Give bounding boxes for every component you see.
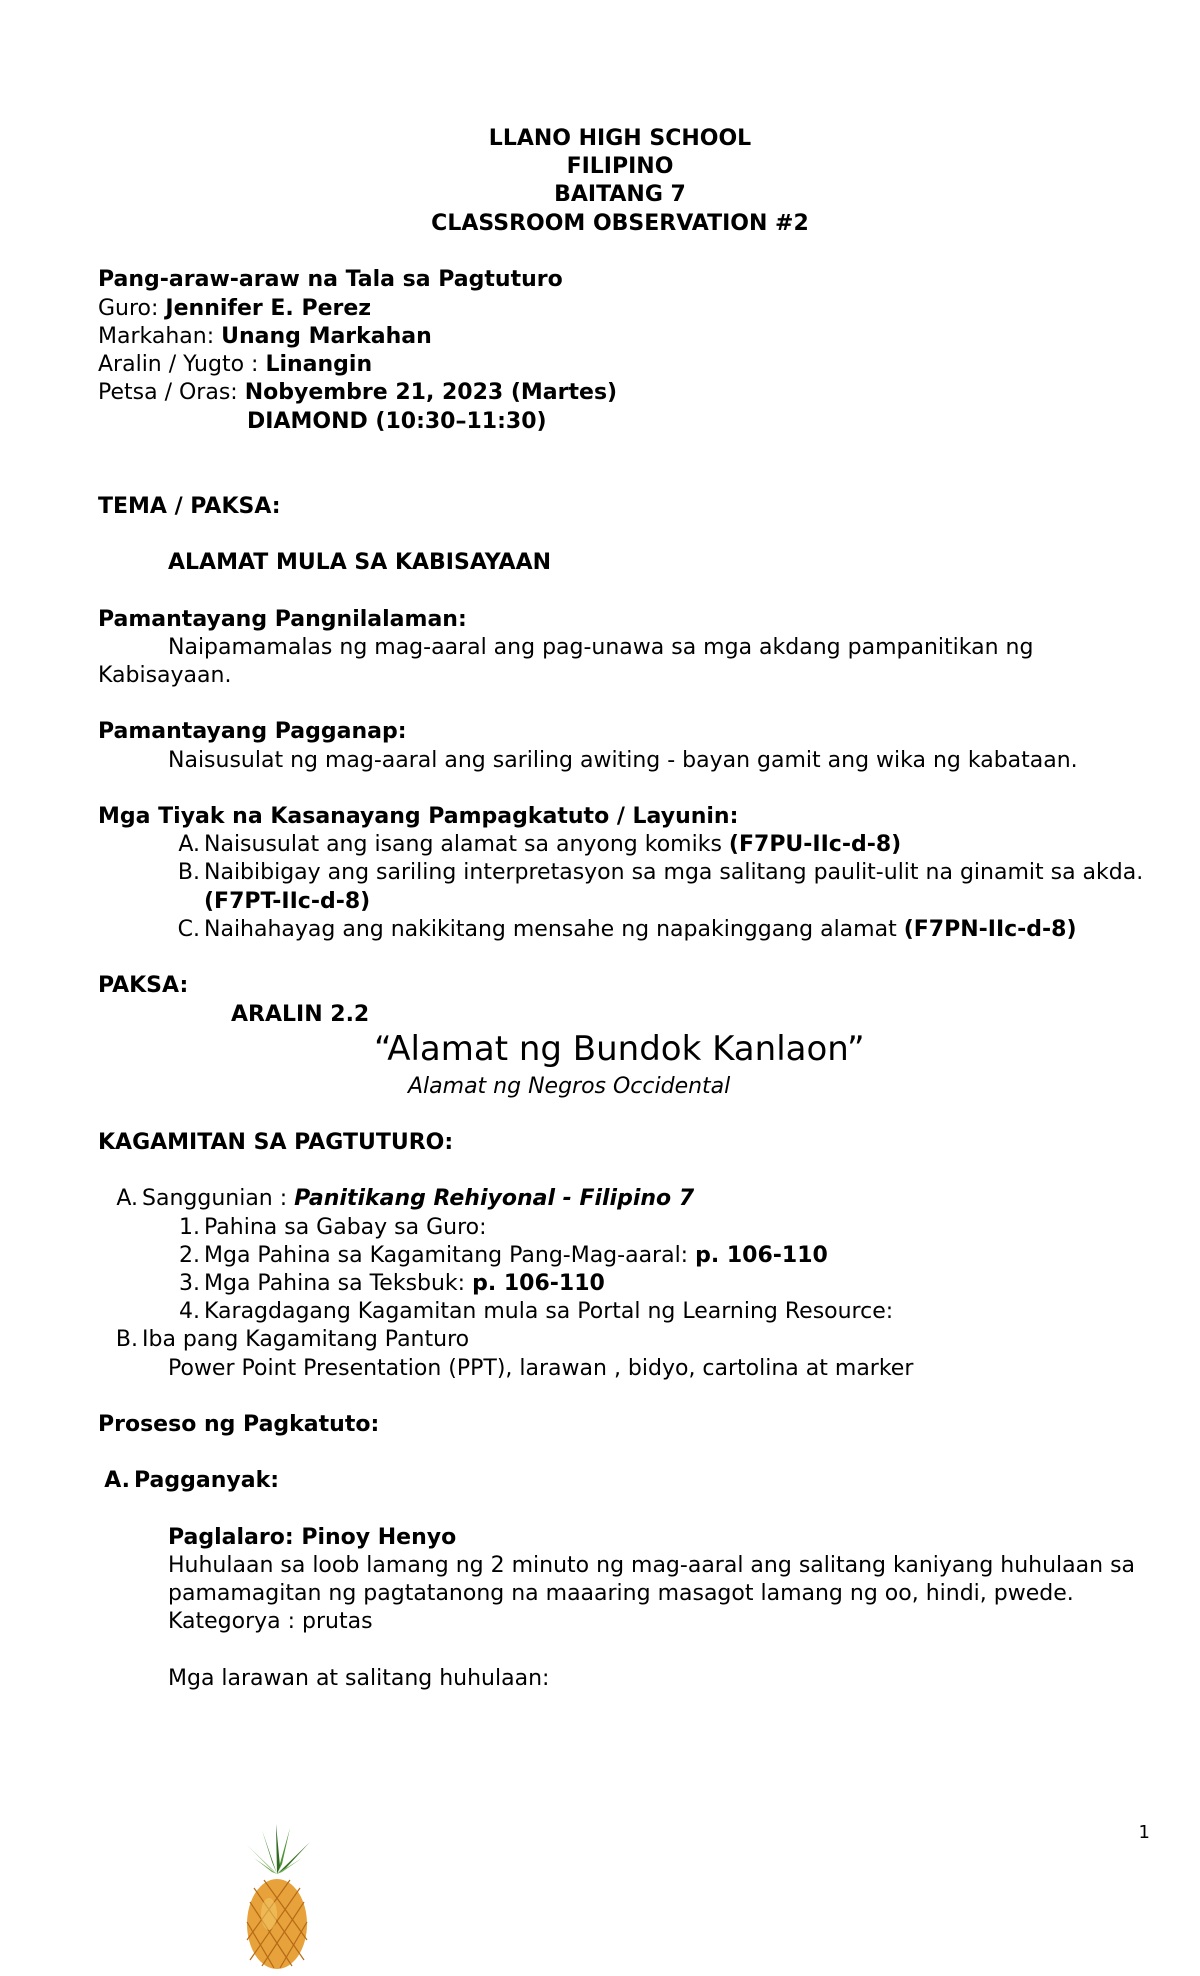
layunin-c-marker: C. <box>177 917 200 942</box>
aralin-line <box>98 351 372 379</box>
item-1-text: Pahina sa Gabay sa Guro: <box>204 1215 487 1240</box>
layunin-a-code: (F7PU-IIc-d-8) <box>728 832 902 857</box>
story-subtitle: Alamat ng Negros Occidental <box>408 1074 731 1099</box>
pagganap-heading: Pamantayang Pagganap: <box>98 719 407 744</box>
item-2-marker: 2. <box>179 1243 200 1268</box>
kagamitan-item-1 <box>179 1214 487 1242</box>
pagganyak-label: Pagganyak: <box>134 1468 279 1493</box>
item-2-value: p. 106-110 <box>695 1243 828 1268</box>
markahan-line <box>98 323 432 351</box>
game-category: Kategorya : prutas <box>168 1609 373 1634</box>
layunin-b-code: (F7PT-IIc-d-8) <box>204 889 371 914</box>
tema-heading: TEMA / PAKSA: <box>98 494 281 519</box>
petsa-value: Nobyembre 21, 2023 (Martes) <box>244 380 618 405</box>
kagamitan-a-value: Panitikang Rehiyonal - Filipino 7 <box>294 1186 695 1211</box>
item-2-text: Mga Pahina sa Kagamitang Pang-Mag-aaral: <box>204 1243 696 1268</box>
item-1-marker: 1. <box>179 1215 200 1240</box>
dll-heading: Pang-araw-araw na Tala sa Pagtuturo <box>98 267 563 292</box>
kagamitan-a <box>116 1185 695 1213</box>
layunin-c-text: Naihahayag ang nakikitang mensahe ng napakinggang alamat <box>204 917 904 942</box>
guro-label: Guro: <box>98 296 166 321</box>
paksa-aralin: ARALIN 2.2 <box>231 1002 370 1027</box>
school-name: LLANO HIGH SCHOOL <box>488 126 752 151</box>
item-3-text: Mga Pahina sa Teksbuk: <box>204 1271 473 1296</box>
aralin-value: Linangin <box>265 352 373 377</box>
subject: FILIPINO <box>566 154 674 179</box>
pangnilalaman-line2: Kabisayaan. <box>98 663 232 688</box>
proseso-heading: Proseso ng Pagkatuto: <box>98 1412 380 1437</box>
pagganyak-marker: A. <box>104 1468 130 1493</box>
petsa-line <box>98 379 617 407</box>
petsa-label: Petsa / Oras: <box>98 380 245 405</box>
story-title: “Alamat ng Bundok Kanlaon” <box>374 1029 865 1069</box>
item-4-marker: 4. <box>179 1299 200 1324</box>
item-3-marker: 3. <box>179 1271 200 1296</box>
tema-value: ALAMAT MULA SA KABISAYAAN <box>168 550 552 575</box>
game-line1: Huhulaan sa loob lamang ng 2 minuto ng mag-aaral ang salitang kaniyang huhulaan sa <box>168 1553 1136 1578</box>
kagamitan-b-marker: B. <box>115 1327 138 1352</box>
pagganyak-heading <box>104 1467 279 1495</box>
kagamitan-a-marker: A. <box>116 1186 138 1211</box>
layunin-a-text: Naisusulat ang isang alamat sa anyong komiks <box>204 832 729 857</box>
aralin-label: Aralin / Yugto : <box>98 352 266 377</box>
guro-value: Jennifer E. Perez <box>165 296 372 321</box>
layunin-c <box>177 916 1077 944</box>
game-title: Paglalaro: Pinoy Henyo <box>168 1525 457 1550</box>
paksa-heading: PAKSA: <box>98 973 189 998</box>
kagamitan-a-label: Sanggunian : <box>142 1186 295 1211</box>
pineapple-image <box>232 1822 322 1972</box>
kagamitan-b-value: Power Point Presentation (PPT), larawan , bidyo, cartolina at marker <box>168 1356 914 1381</box>
layunin-b-text: Naibibigay ang sariling interpretasyon sa mga salitang paulit-ulit na ginamit sa akda. <box>204 860 1144 885</box>
kagamitan-item-4 <box>179 1298 894 1326</box>
pineapple-crown <box>246 1824 310 1874</box>
pangnilalaman-heading: Pamantayang Pangnilalaman: <box>98 607 467 632</box>
markahan-label: Markahan: <box>98 324 222 349</box>
kagamitan-b-label: Iba pang Kagamitang Panturo <box>142 1327 470 1352</box>
item-3-value: p. 106-110 <box>472 1271 605 1296</box>
grade-level: BAITANG 7 <box>554 182 686 207</box>
section-time: DIAMOND (10:30–11:30) <box>247 409 547 434</box>
game-images-label: Mga larawan at salitang huhulaan: <box>168 1666 550 1691</box>
guro-line <box>98 295 371 323</box>
kagamitan-item-3 <box>179 1270 605 1298</box>
markahan-value: Unang Markahan <box>221 324 432 349</box>
kagamitan-item-2 <box>179 1242 828 1270</box>
layunin-a <box>178 831 902 859</box>
pangnilalaman-line1: Naipamamalas ng mag-aaral ang pag-unawa sa mga akdang pampanitikan ng <box>168 635 1034 660</box>
layunin-b <box>177 859 1144 887</box>
kagamitan-heading: KAGAMITAN SA PAGTUTURO: <box>98 1130 454 1155</box>
kagamitan-b <box>115 1326 470 1354</box>
layunin-a-marker: A. <box>178 832 200 857</box>
item-4-text: Karagdagang Kagamitan mula sa Portal ng Learning Resource: <box>204 1299 894 1324</box>
layunin-heading: Mga Tiyak na Kasanayang Pampagkatuto / Layunin: <box>98 804 739 829</box>
pagganap-text: Naisusulat ng mag-aaral ang sariling awiting - bayan gamit ang wika ng kabataan. <box>168 748 1078 773</box>
layunin-c-code: (F7PN-IIc-d-8) <box>903 917 1077 942</box>
pineapple-body <box>247 1879 307 1969</box>
page-number: 1 <box>1138 1822 1150 1843</box>
layunin-b-marker: B. <box>177 860 200 885</box>
game-line2: pamamagitan ng pagtatanong na maaaring masagot lamang ng oo, hindi, pwede. <box>168 1581 1074 1606</box>
observation-title: CLASSROOM OBSERVATION #2 <box>431 211 809 236</box>
